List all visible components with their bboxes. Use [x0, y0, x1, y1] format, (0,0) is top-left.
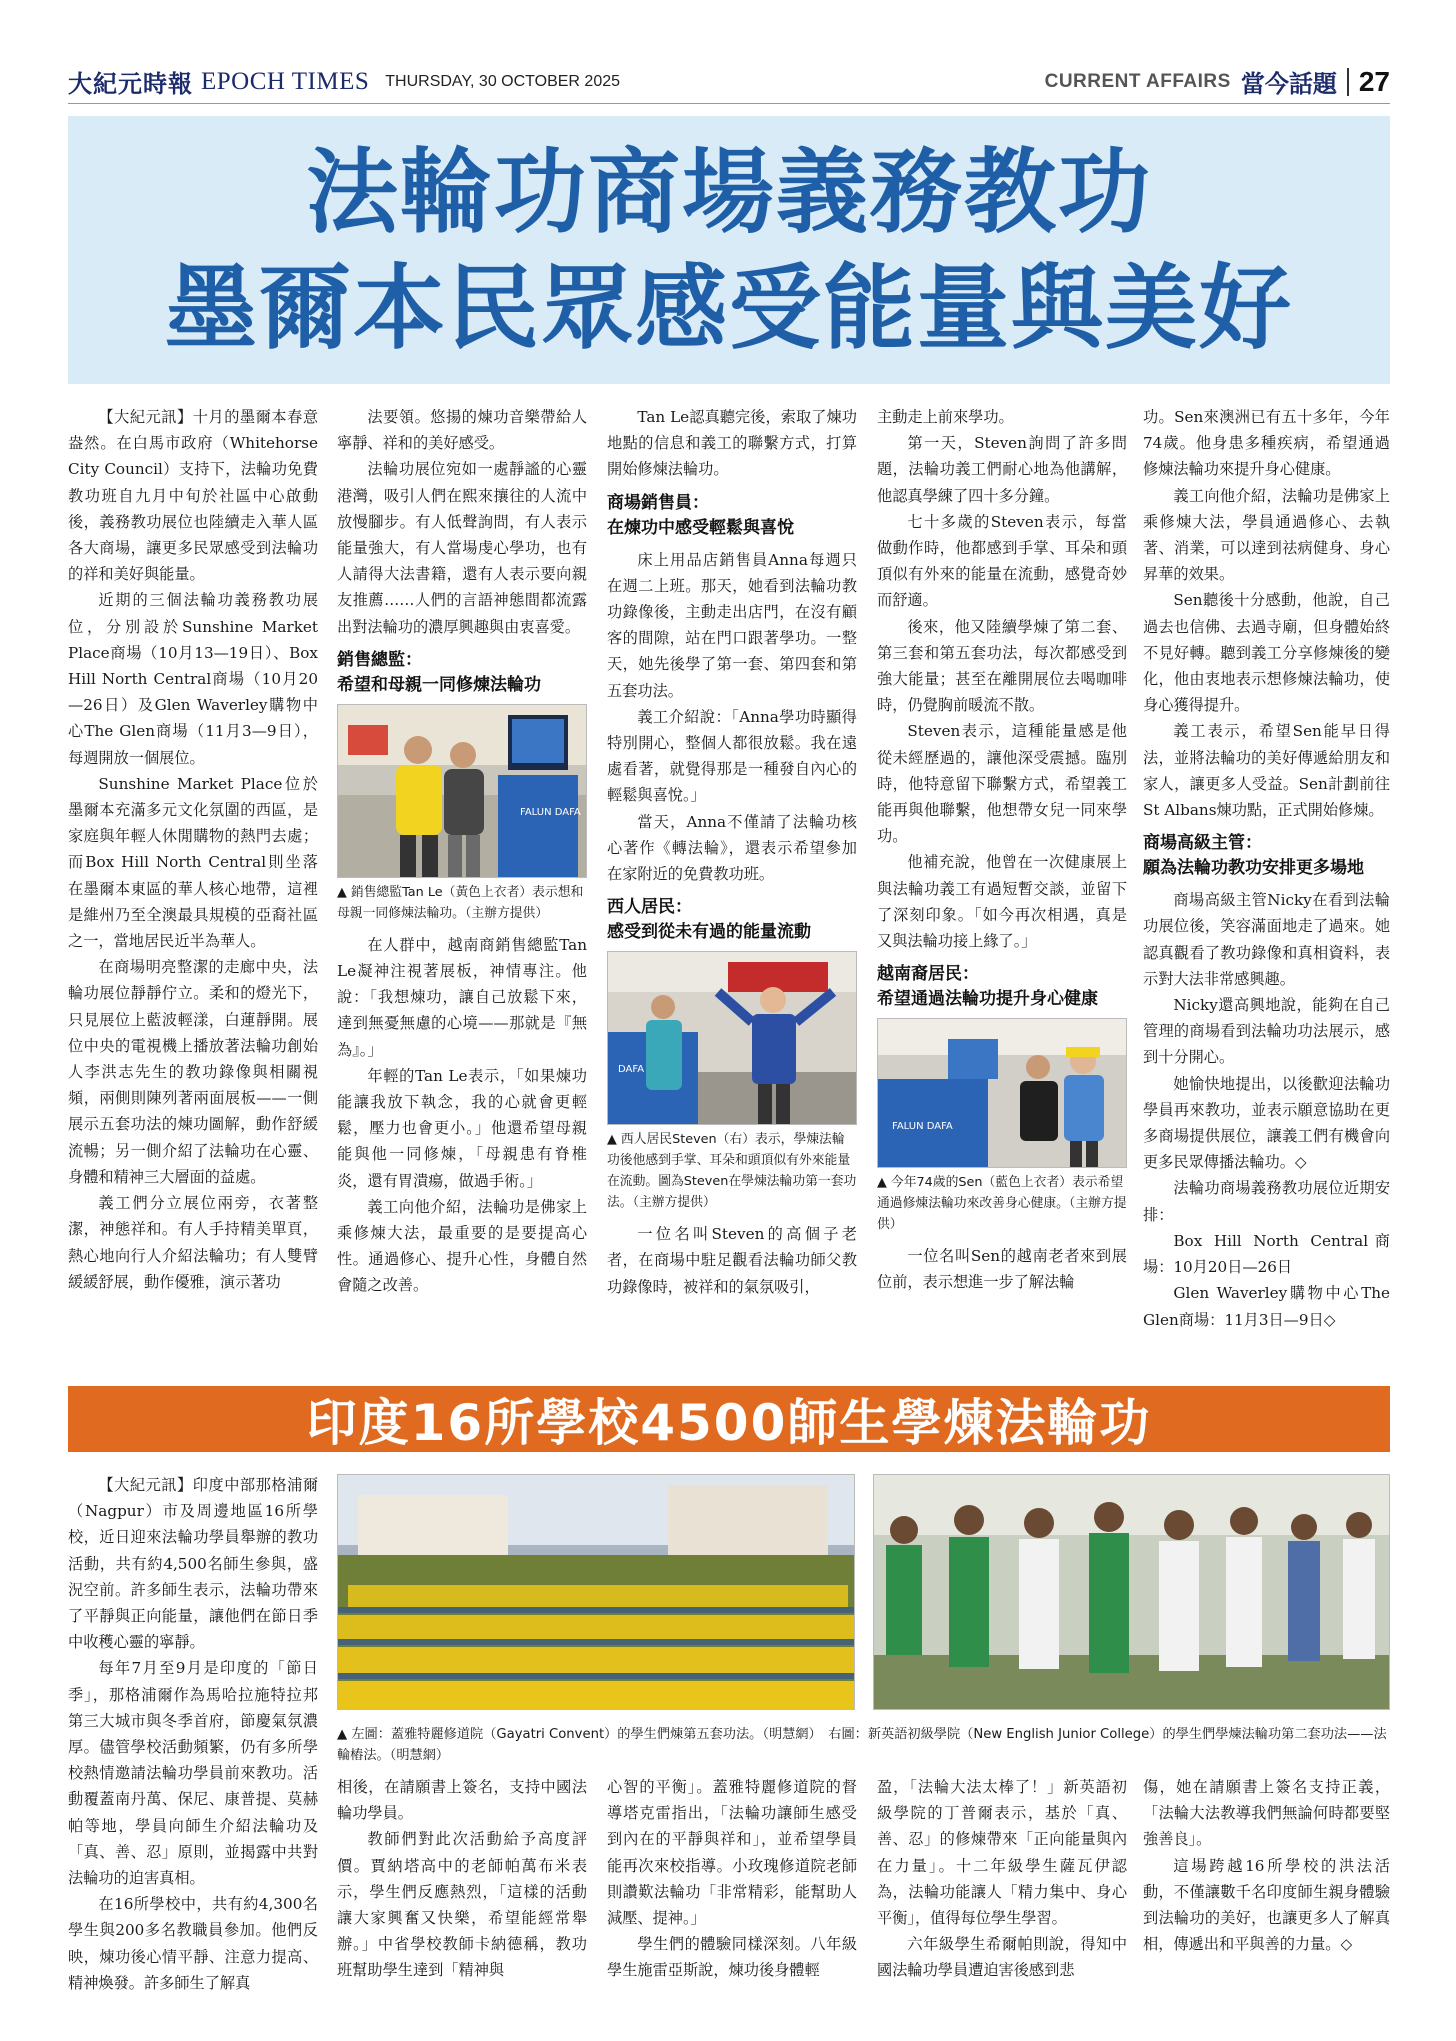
masthead-divider [1347, 68, 1349, 96]
paragraph: 她愉快地提出，以後歡迎法輪功學員再來教功，並表示願意協助在更多商場提供展位，讓義工們有機會向更多民眾傳播法輪功。◇ [1143, 1074, 1390, 1172]
photo-caption: ▲ 西人居民Steven（右）表示，學煉法輪功後他感到手掌、耳朵和頭頂似有外來能量在流動。圖為Steven在學煉法輪功第一套功法。（主辦方提供） [607, 1132, 857, 1211]
paragraph: 盈，「法輪大法太棒了！」新英語初級學院的丁普爾表示，基於「真、善、忍」的修煉帶來「正向能量與內在力量」。十二年級學生薩瓦伊認為，法輪功能讓人「精力集中、身心平衡」，值得每位學生學習。 [877, 1778, 1127, 1928]
paragraph: 教師們對此次活動給予高度評價。賈納塔高中的老師帕萬布米表示，學生們反應熱烈，「這樣的活動讓大家興奮又快樂，希望能經常舉辦。」中省學校教師卡納德稱，教功班幫助學生達到「精神與 [337, 1830, 587, 1980]
issue-date: THURSDAY, 30 OCTOBER 2025 [385, 72, 621, 90]
article1-headline-line1: 法輪功商場義務教功 [305, 138, 1152, 246]
subheading: 銷售總監： 希望和母親一同修煉法輪功 [337, 649, 541, 695]
paragraph: 每年7月至9月是印度的「節日季」，那格浦爾作為馬哈拉施特拉邦第三大城市與冬季首府，節慶氣氛濃厚。儘管學校活動頻繁，仍有多所學校熱情邀請法輪功學員前來教功。活動覆蓋南丹萬、保尼、康普提、莫赫帕等地，學員向師生介紹法輪功及「真、善、忍」原則，並揭露中共對法輪功的迫害真相。 [68, 1659, 318, 1888]
paragraph: 【大紀元訊】印度中部那格浦爾（Nagpur）市及周邊地區16所學校，近日迎來法輪功學員舉辦的教功活動，共有約4,500名師生參與，盛況空前。許多師生表示，法輪功帶來了平靜與正向能量，讓他們在節日季中收穫心靈的寧靜。 [68, 1476, 318, 1652]
paragraph: 在16所學校中，共有約4,300名學生與200多名教職員參加。他們反映，煉功後心情平靜、注意力提高、精神煥發。許多師生了解真 [68, 1895, 318, 1992]
paragraph: 義工向他介紹，法輪功是佛家上乘修煉大法，學員通過修心、去執著、消業，可以達到祛病健身、身心昇華的效果。 [1143, 486, 1390, 584]
photo-tan-le [337, 704, 587, 878]
subheading: 商場高級主管： 願為法輪功教功安排更多場地 [1143, 833, 1364, 879]
article1-column-4 [877, 404, 1127, 1296]
svg-text:DAFA: DAFA [618, 1064, 645, 1076]
article1-headline-block [68, 116, 1390, 384]
paragraph: 義工們分立展位兩旁，衣著整潔，神態祥和。有人手持精美單頁，熱心地向行人介紹法輪功；有人雙臂緩緩舒展，動作優雅，演示著功 [68, 1194, 318, 1291]
article1-column-2 [337, 404, 587, 1299]
paragraph: 義工介紹說：「Anna學功時顯得特別開心，整個人都很放鬆。我在遠處看著，就覺得那是一種發自內心的輕鬆與喜悅。」 [607, 707, 857, 805]
photos-caption: ▲ 左圖：蓋雅特麗修道院（Gayatri Convent）的學生們煉第五套功法。（明慧網） 右圖：新英語初級學院（New English Junior College）的學生們學煉法輪功第二套功法——法輪樁法。（明慧網） [337, 1727, 1387, 1763]
section-name-en: CURRENT AFFAIRS [1044, 70, 1231, 92]
paragraph: 年輕的Tan Le表示，「如果煉功能讓我放下執念，我的心就會更輕鬆，壓力也會更小。」他還希望母親能與他一同修煉，「母親患有脊椎炎，還有胃潰瘍，做過手術。」 [337, 1066, 587, 1190]
paragraph: 義工表示，希望Sen能早日得法，並將法輪功的美好傳遞給朋友和家人，讓更多人受益。Sen計劃前往St Albans煉功點，正式開始修煉。 [1143, 722, 1390, 820]
paragraph: 在人群中，越南商銷售總監Tan Le凝神注視著展板，神情專注。他說：「我想煉功，讓自己放鬆下來，達到無憂無慮的心境——那就是『無為』。」 [337, 935, 587, 1059]
paragraph: 學生們的體驗同樣深刻。八年級學生施雷亞斯說，煉功後身體輕 [607, 1935, 857, 1980]
paragraph: 在商場明亮整潔的走廊中央，法輪功展位靜靜佇立。柔和的燈光下，只見展位上藍波輕漾，白蓮靜開。展位中央的電視機上播放著法輪功創始人李洪志先生的教功錄像與相關視頻，兩側則陳列著兩面展板——一側展示五套功法的煉功圖解，動作舒緩流暢；另一側介紹了法輪功在心靈、身體和精神三大層面的益處。 [68, 958, 318, 1186]
paragraph: 相後，在請願書上簽名，支持中國法輪功學員。 [337, 1778, 587, 1823]
paragraph: 床上用品店銷售員Anna每週只在週二上班。那天，她看到法輪功教功錄像後，主動走出店門，在沒有顧客的間隙，站在門口跟著學功。一整天，她先後學了第一套、第四套和第五套功法。 [607, 550, 857, 700]
photo-steven [607, 951, 857, 1125]
paragraph: 六年級學生希爾帕則說，得知中國法輪功學員遭迫害後感到悲 [877, 1935, 1127, 1980]
subheading: 商場銷售員： 在煉功中感受輕鬆與喜悅 [607, 492, 794, 538]
paragraph: Nicky還高興地說，能夠在自己管理的商場看到法輪功功法展示，感到十分開心。 [1143, 996, 1390, 1067]
photo-caption: ▲ 今年74歲的Sen（藍色上衣者）表示希望通過修煉法輪功來改善身心健康。（主辦方提供） [877, 1175, 1127, 1233]
page-number: 27 [1358, 65, 1390, 97]
paragraph: 商場高級主管Nicky在看到法輪功展位後，笑容滿面地走了過來。她認真觀看了教功錄像和真相資料，表示對大法非常感興趣。 [1143, 891, 1390, 988]
paragraph: Sen聽後十分感動，他說，自己過去也信佛、去過寺廟，但身體始終不見好轉。聽到義工分享修煉後的變化，他由衷地表示想修煉法輪功，使身心獲得提升。 [1143, 591, 1390, 715]
paragraph: 七十多歲的Steven表示，每當做動作時，他都感到手掌、耳朵和頭頂似有外來的能量在流動，感覺奇妙而舒適。 [877, 512, 1127, 610]
paragraph: 傷，她在請願書上簽名支持正義，「法輪大法教導我們無論何時都要堅強善良」。 [1143, 1778, 1390, 1849]
article2-headline: 印度16所學校4500師生學煉法輪功 [306, 1394, 1152, 1452]
paragraph: 主動走上前來學功。 [877, 408, 1014, 426]
photo-gayatri-convent [337, 1474, 855, 1710]
article2-column-5 [1143, 1774, 1390, 1957]
paragraph: Glen Waverley購物中心The Glen商場：11月3日—9日◇ [1143, 1284, 1390, 1329]
paragraph: 他補充說，他曾在一次健康展上與法輪功義工有過短暫交談，並留下了深刻印象。「如今再次相遇，真是又與法輪功接上緣了。」 [877, 853, 1127, 951]
subheading: 越南裔居民： 希望通過法輪功提升身心健康 [877, 964, 1098, 1010]
paragraph: 後來，他又陸續學煉了第二套、第三套和第五套功法，每次都感受到強大能量；甚至在離開展位去喝咖啡時，仍覺胸前暖流不散。 [877, 617, 1127, 715]
article1-column-3 [607, 404, 857, 1300]
article2-column-4 [877, 1774, 1127, 1984]
paragraph: 當天，Anna不僅請了法輪功核心著作《轉法輪》，還表示希望參加在家附近的免費教功班。 [607, 812, 857, 884]
paragraph: 【大紀元訊】十月的墨爾本春意盎然。在白馬市政府（Whitehorse City Council）支持下，法輪功免費教功班自九月中旬於社區中心啟動後，義務教功展位也陸續走入華人區各大商場，讓更多民眾感受到法輪功的祥和美好與能量。 [68, 408, 318, 584]
paragraph: 一位名叫Sen的越南老者來到展位前，表示想進一步了解法輪 [877, 1247, 1127, 1292]
article2-column-3 [607, 1774, 857, 1984]
paragraph: 第一天，Steven詢問了許多問題，法輪功義工們耐心地為他講解，他認真學練了四十多分鐘。 [877, 434, 1127, 505]
article1-column-5 [1143, 404, 1390, 1333]
paragraph: 法輪功商場義務教功展位近期安排： [1143, 1179, 1390, 1224]
paragraph: 這場跨越16所學校的洪法活動，不僅讓數千名印度師生親身體驗到法輪功的美好，也讓更多人了解真相，傳遞出和平與善的力量。◇ [1143, 1856, 1390, 1954]
svg-text:FALUN DAFA: FALUN DAFA [892, 1121, 953, 1133]
article1-headline-line2: 墨爾本民眾感受能量與美好 [164, 254, 1293, 362]
paragraph: Steven表示，這種能量感是他從未經歷過的，讓他深受震撼。臨別時，他特意留下聯繫方式，希望義工能再與他聯繫，他想帶女兒一同來學功。 [877, 722, 1127, 846]
paragraph: 心智的平衡」。蓋雅特麗修道院的督導塔克雷指出，「法輪功讓師生感受到內在的平靜與祥和」，並希望學員能再次來校指導。小玫瑰修道院老師則讚歎法輪功「非常精彩，能幫助人減壓、提神。」 [607, 1778, 857, 1928]
article2-column-2 [337, 1774, 587, 1984]
article2-headline-banner [68, 1386, 1390, 1452]
paragraph: Box Hill North Central商場：10月20日—26日 [1143, 1231, 1390, 1277]
paragraph: Tan Le認真聽完後，索取了煉功地點的信息和義工的聯繫方式，打算開始修煉法輪功。 [607, 408, 857, 479]
article2-column-1 [68, 1472, 318, 1996]
logo-zh: 大紀元時報 [68, 69, 193, 98]
paragraph: Sunshine Market Place位於墨爾本充滿多元文化氛圍的西區，是家庭與年輕人休閒購物的熱門去處；而Box Hill North Central則坐落在墨爾本東區的華人核心地帶，這裡是維州乃至全澳最具規模的亞裔社區之一，當地居民近半為華人。 [68, 774, 318, 951]
logo-en: EPOCH TIMES [201, 67, 370, 95]
photo-new-english-junior-college [873, 1474, 1390, 1710]
photo-caption: ▲ 銷售總監Tan Le（黃色上衣者）表示想和母親一同修煉法輪功。（主辦方提供） [337, 884, 584, 921]
subheading: 西人居民： 感受到從未有過的能量流動 [607, 897, 811, 943]
svg-text:FALUN DAFA: FALUN DAFA [520, 806, 581, 818]
paragraph: 功。Sen來澳洲已有五十多年，今年74歲。他身患多種疾病，希望通過修煉法輪功來提升身心健康。 [1143, 408, 1390, 479]
article1-column-1 [68, 404, 318, 1295]
photo-sen [877, 1018, 1127, 1168]
paragraph: 法輪功展位宛如一處靜謐的心靈港灣，吸引人們在熙來攘往的人流中放慢腳步。有人低聲詢問，有人表示能量強大，有人當場虔心學功，也有人請得大法書籍，還有人表示要向親友推薦……人們的言語神態間都流露出對法輪功的濃厚興趣與由衷喜愛。 [337, 460, 587, 636]
paragraph: 義工向他介紹，法輪功是佛家上乘修煉大法，最重要的是要提高心性。通過修心、提升心性，身體自然會隨之改善。 [337, 1197, 587, 1295]
paragraph: 近期的三個法輪功義務教功展位，分別設於Sunshine Market Place商場（10月13—19日）、Box Hill North Central商場（10月20—26日）及Glen Waverley購物中心The Glen商場（11月3—9日），每週開放一個展位。 [68, 591, 318, 767]
paragraph: 一位名叫Steven的高個子老者，在商場中駐足觀看法輪功師父教功錄像時，被祥和的氣氛吸引， [607, 1225, 857, 1296]
section-name-zh: 當今話題 [1240, 70, 1337, 98]
masthead [68, 60, 1390, 104]
paragraph: 法要領。悠揚的煉功音樂帶給人寧靜、祥和的美好感受。 [337, 408, 587, 453]
